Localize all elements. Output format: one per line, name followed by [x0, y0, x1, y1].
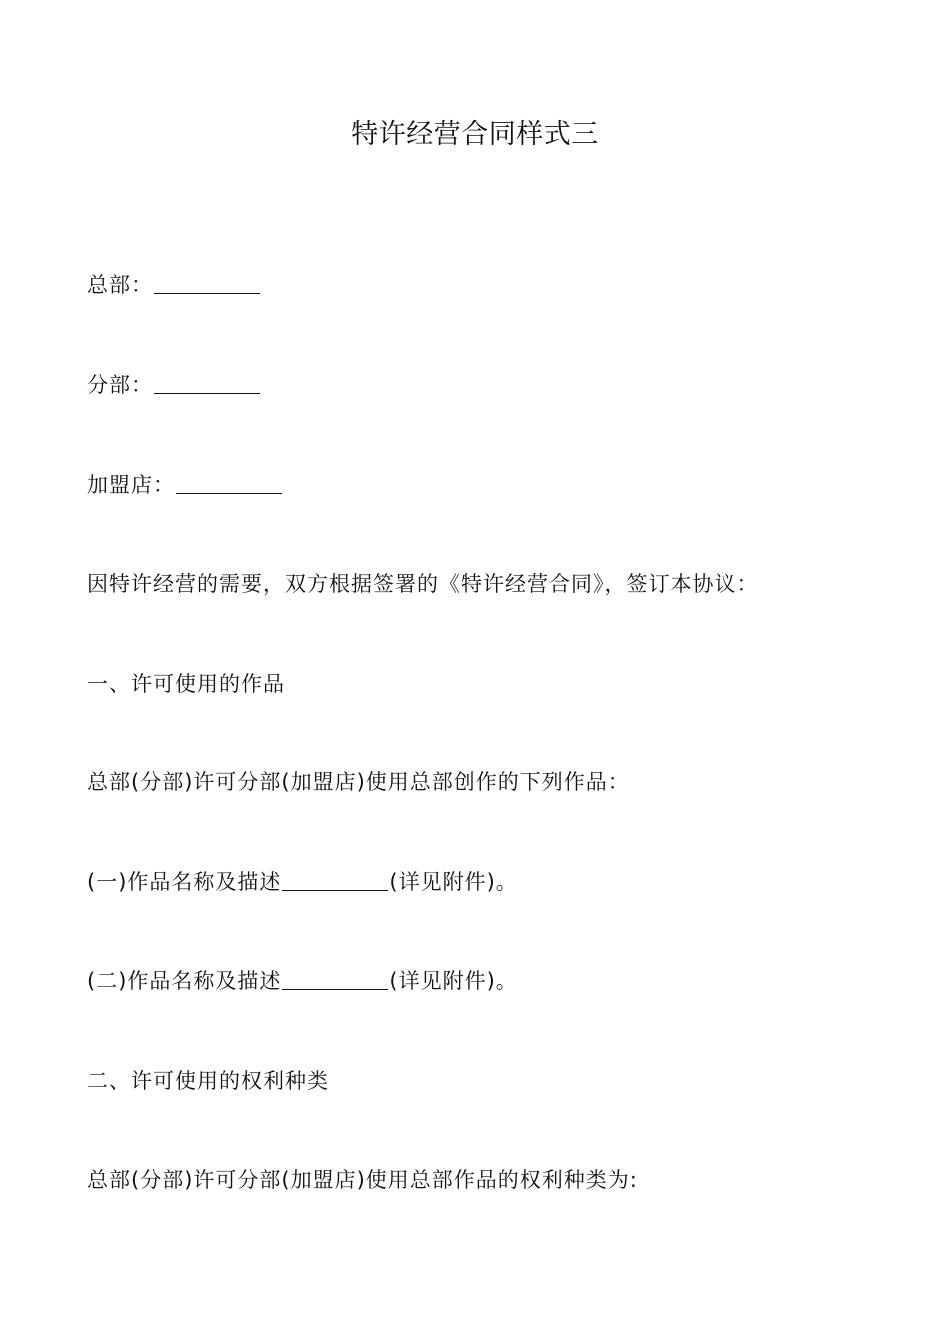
section1-item1 [87, 867, 518, 897]
section2-text: 总部(分部)许可分部(加盟店)使用总部作品的权利种类为: [87, 1168, 638, 1192]
document-title: 特许经营合同样式三 [351, 119, 599, 150]
section1-text: 总部(分部)许可分部(加盟店)使用总部创作的下列作品： [87, 770, 630, 794]
franchisee-label: 加盟店： [87, 473, 175, 497]
branch-blank [154, 373, 260, 394]
section1-heading: 一、许可使用的作品 [87, 672, 285, 696]
item1-blank [282, 870, 388, 891]
section2-heading: 二、许可使用的权利种类 [87, 1069, 329, 1093]
franchisee-field [87, 470, 283, 500]
section1-item2 [87, 966, 518, 996]
branch-label: 分部： [87, 373, 153, 397]
intro-paragraph: 因特许经营的需要，双方根据签署的《特许经营合同》，签订本协议： [87, 572, 759, 596]
headquarters-field [87, 270, 261, 300]
item1-suffix: (详见附件)。 [389, 870, 518, 894]
item2-suffix: (详见附件)。 [389, 969, 518, 993]
branch-field [87, 370, 261, 400]
item2-blank [282, 969, 388, 990]
franchisee-blank [176, 473, 282, 494]
headquarters-label: 总部： [87, 273, 153, 297]
item2-prefix: (二)作品名称及描述 [87, 969, 282, 993]
item1-prefix: (一)作品名称及描述 [87, 870, 282, 894]
headquarters-blank [154, 273, 260, 294]
